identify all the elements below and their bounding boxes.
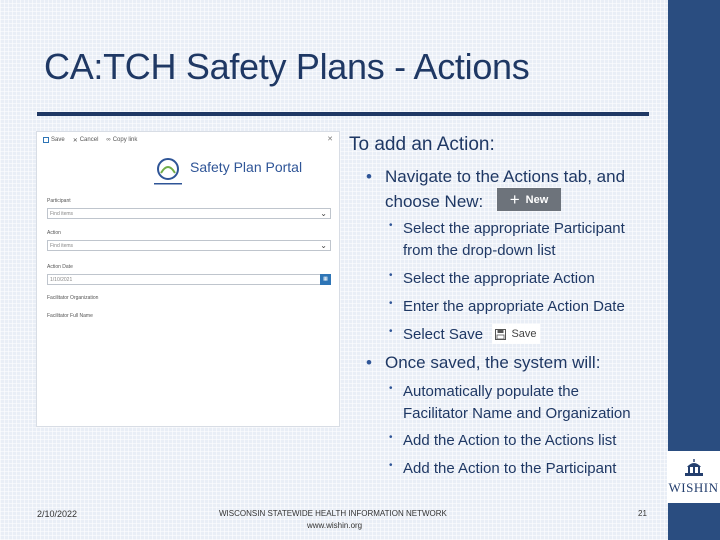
substep2: Select the appropriate Action <box>403 270 595 287</box>
substep1-line2: from the drop-down list <box>403 242 556 259</box>
floppy-disk-icon <box>495 329 506 340</box>
action-dropdown[interactable]: Find items ⌄ <box>47 240 331 251</box>
plus-icon: + <box>509 190 520 209</box>
footer-website: www.wishin.org <box>307 521 363 530</box>
action-date-label: Action Date <box>47 264 73 270</box>
substep4: Select Save <box>403 326 484 343</box>
bullet-icon: • <box>389 298 393 309</box>
participant-dropdown[interactable]: Find items ⌄ <box>47 208 331 219</box>
save-icon <box>43 137 49 143</box>
step2: Once saved, the system will: <box>385 353 601 372</box>
wishin-logo <box>667 451 720 503</box>
result2: Add the Action to the Actions list <box>403 432 617 449</box>
footer-date: 2/10/2022 <box>37 509 78 519</box>
step1-line1: Navigate to the Actions tab, and <box>385 167 626 186</box>
step1-line2: choose New: <box>385 192 484 211</box>
bullet-icon: • <box>389 326 393 337</box>
portal-toolbar <box>37 132 339 148</box>
portal-screenshot <box>36 131 340 427</box>
catch-logo-icon <box>151 157 185 189</box>
substep3: Enter the appropriate Action Date <box>403 298 625 315</box>
new-button: + New <box>497 188 561 211</box>
portal-copy-link-button[interactable]: ∞ Copy link <box>106 137 138 143</box>
instructions-heading: To add an Action: <box>349 134 495 155</box>
wishin-logo-text: WISHIN <box>668 479 719 495</box>
bullet-icon: • <box>366 353 372 372</box>
action-date-input[interactable]: 1/10/2021 ▦ <box>47 274 331 285</box>
slide-title: CA:TCH Safety Plans - Actions <box>44 46 530 87</box>
bullet-icon: • <box>389 220 393 231</box>
result1-line1: Automatically populate the <box>403 383 579 400</box>
footer-org-name: WISCONSIN STATEWIDE HEALTH INFORMATION NETWORK <box>219 509 447 518</box>
link-icon: ∞ <box>106 137 111 143</box>
portal-close-icon[interactable]: ✕ <box>327 136 333 143</box>
bullet-icon: • <box>389 270 393 281</box>
portal-heading: Safety Plan Portal <box>190 159 303 175</box>
result3: Add the Action to the Participant <box>403 460 617 477</box>
title-divider <box>37 112 649 116</box>
page-number: 21 <box>638 509 647 518</box>
bullet-icon: • <box>366 167 372 186</box>
chevron-down-icon: ⌄ <box>320 209 327 218</box>
bullet-icon: • <box>389 460 393 471</box>
bullet-icon: • <box>389 383 393 394</box>
bullet-icon: • <box>389 432 393 443</box>
participant-label: Participant <box>47 198 71 204</box>
portal-cancel-button[interactable]: ✕ Cancel <box>72 137 99 144</box>
portal-save-button[interactable]: Save <box>43 137 65 143</box>
substep1-line1: Select the appropriate Participant <box>403 220 625 237</box>
capitol-dome-icon <box>679 459 709 479</box>
result1-line2: Facilitator Name and Organization <box>403 405 631 422</box>
facilitator-name-label: Facilitator Full Name <box>47 313 93 319</box>
calendar-icon[interactable]: ▦ <box>320 274 331 285</box>
action-label: Action <box>47 230 61 236</box>
chevron-down-icon: ⌄ <box>320 241 327 250</box>
close-icon: ✕ <box>72 137 78 144</box>
facilitator-organization-label: Facilitator Organization <box>47 295 99 301</box>
save-button-image: Save <box>492 324 540 344</box>
